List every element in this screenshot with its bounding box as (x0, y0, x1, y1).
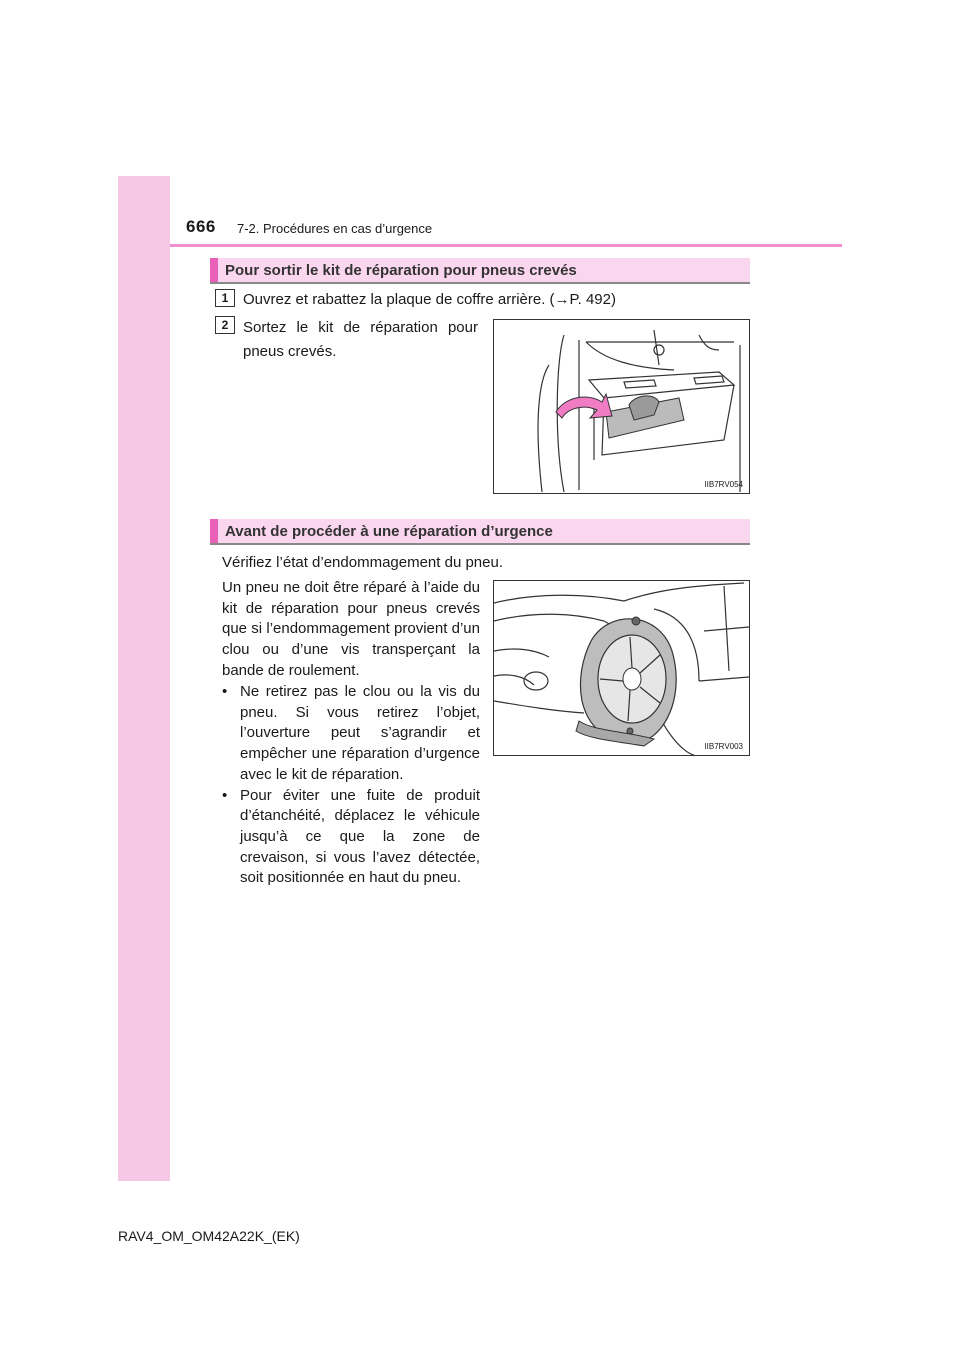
header-rule (170, 244, 842, 247)
figure-flat-tire (493, 580, 750, 756)
bullet-symbol: • (222, 786, 228, 804)
luggage-compartment-illustration (494, 320, 749, 493)
figure-luggage-compartment (493, 319, 750, 494)
repair-condition-paragraph: Un pneu ne doit être réparé à l’aide du kit de réparation pour pneus crevés que si l’endommagement provient d’un clou ou d’une vis transperçant la bande de roulement. (222, 579, 480, 679)
heading-accent-bar (210, 519, 218, 543)
heading-accent-bar (210, 258, 218, 282)
bullet-symbol: • (222, 683, 228, 700)
step-badge-1: 1 (215, 289, 235, 307)
flat-tire-illustration (494, 581, 749, 755)
figure-code: IIB7RV003 (704, 742, 743, 751)
list-item-text: Ne retirez pas le clou ou la vis du pneu. Si vous retirez l’objet, l’ouverture peut s’agrandir et empêcher une réparation d’urgence avec le kit de réparation. (240, 683, 480, 783)
chapter-title: 7-2. Procédures en cas d’urgence (237, 221, 433, 236)
list-item-text: Pour éviter une fuite de produit d’étanchéité, déplacez le véhicule jusqu’à ce que la zone de crevaison, si vous l’avez détectée, soit positionnée en haut du pneu. (240, 786, 480, 887)
document-code: RAV4_OM_OM42A22K_(EK) (118, 1228, 300, 1244)
step-1-text: Ouvrez et rabattez la plaque de coffre arrière. (→P. 492) (243, 291, 616, 308)
caution-list (222, 682, 480, 889)
section-heading-text: Avant de procéder à une réparation d’urgence (225, 523, 553, 540)
section-heading-remove-kit (210, 258, 750, 284)
side-band (118, 176, 170, 1181)
figure-code: IIB7RV054 (704, 480, 743, 489)
list-item (222, 786, 480, 890)
list-item (222, 682, 480, 786)
step-badge-2: 2 (215, 316, 235, 334)
intro-text: Vérifiez l’état d’endommagement du pneu. (222, 554, 504, 571)
step-2-text: Sortez le kit de réparation pour pneus crevés. (243, 319, 478, 360)
page-number: 666 (186, 217, 216, 236)
section-heading-text: Pour sortir le kit de réparation pour pneus crevés (225, 262, 577, 279)
section-heading-before-repair (210, 519, 750, 545)
